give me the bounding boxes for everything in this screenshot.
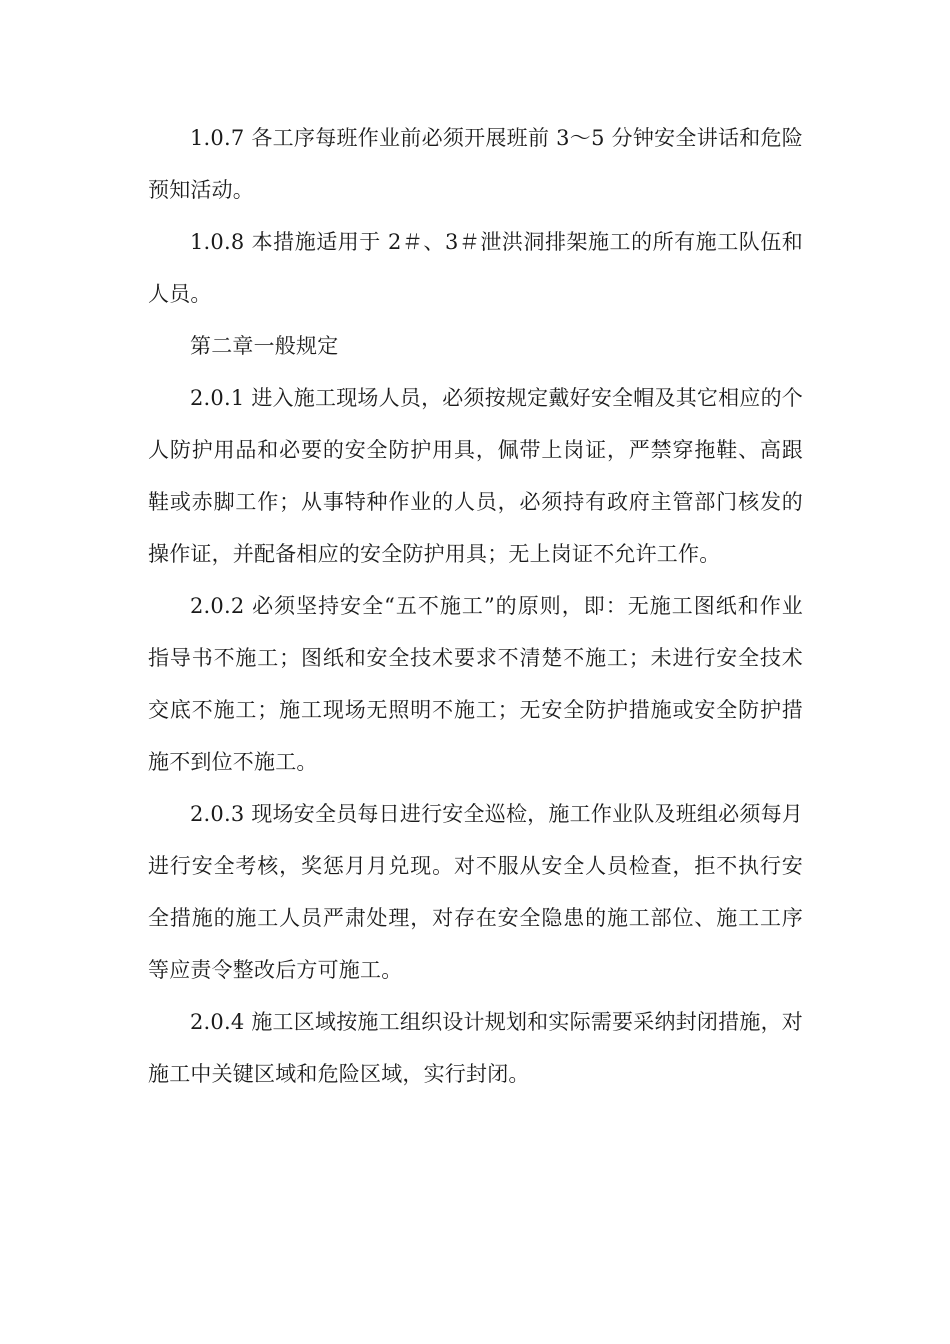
document-page xyxy=(148,112,803,1100)
paragraph-2-0-3: 2.0.3 现场安全员每日进行安全巡检，施工作业队及班组必须每月进行安全考核，奖惩月月兑现。对不服从安全人员检查，拒不执行安全措施的施工人员严肃处理，对存在安全隐患的施工部位、施工工序等应责令整改后方可施工。 xyxy=(148,802,803,982)
chapter-heading: 第二章一般规定 xyxy=(190,334,339,358)
paragraph-1-0-7: 1.0.7 各工序每班作业前必须开展班前 3～5 分钟安全讲话和危险预知活动。 xyxy=(148,126,803,202)
paragraph-1-0-8: 1.0.8 本措施适用于 2＃、3＃泄洪洞排架施工的所有施工队伍和人员。 xyxy=(148,230,803,306)
paragraph-2-0-1: 2.0.1 进入施工现场人员，必须按规定戴好安全帽及其它相应的个人防护用品和必要的安全防护用具，佩带上岗证，严禁穿拖鞋、高跟鞋或赤脚工作；从事特种作业的人员，必须持有政府主管部门核发的操作证，并配备相应的安全防护用具；无上岗证不允许工作。 xyxy=(148,386,803,566)
paragraph-2-0-2: 2.0.2 必须坚持安全“五不施工”的原则，即：无施工图纸和作业指导书不施工；图纸和安全技术要求不清楚不施工；未进行安全技术交底不施工；施工现场无照明不施工；无安全防护措施或安全防护措施不到位不施工。 xyxy=(148,594,803,774)
paragraph-2-0-4: 2.0.4 施工区域按施工组织设计规划和实际需要采纳封闭措施，对施工中关键区域和危险区域，实行封闭。 xyxy=(148,1010,803,1086)
